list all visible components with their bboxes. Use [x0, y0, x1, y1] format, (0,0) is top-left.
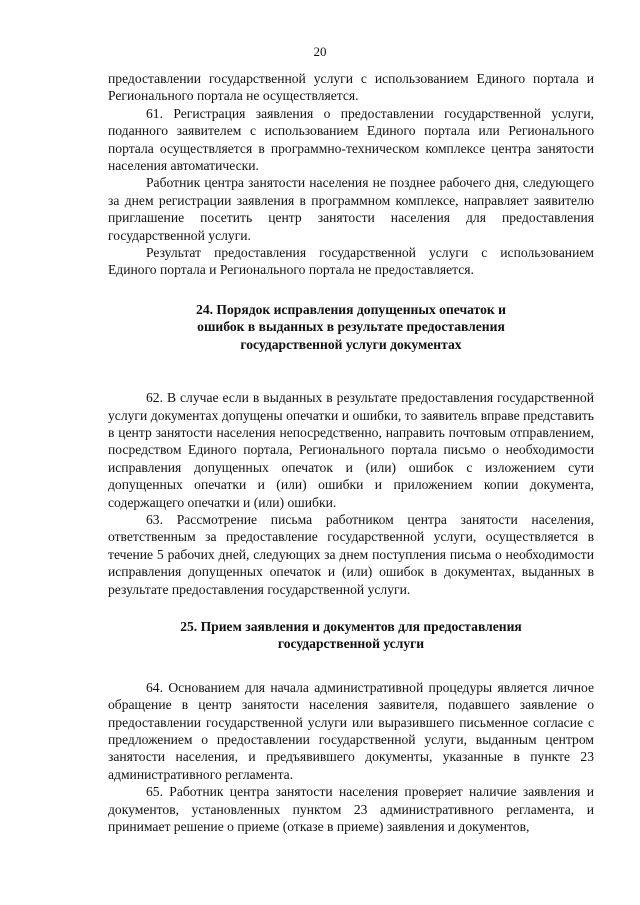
paragraph-61-result: Результат предоставления государственной услуги с использованием Единого портала и Регионального портала не предоставляется.: [108, 245, 594, 278]
section-heading-25: [108, 618, 594, 653]
section-heading-24: [108, 301, 594, 353]
heading-24-line-3: государственной услуги документах: [240, 336, 462, 352]
heading-25-line-2: государственной услуги: [277, 636, 425, 652]
paragraph-61-invitation: Работник центра занятости населения не позднее рабочего дня, следующего за днем регистрации заявления в программном комплексе, направляет заявителю приглашение посетить центр занятости населения для предоставления государственной услуги.: [108, 175, 594, 243]
heading-24-line-2: ошибок в выданных в результате предоставления: [197, 319, 505, 335]
heading-24-line-1: 24. Порядок исправления допущенных опечаток и: [196, 301, 506, 317]
document-body: [108, 70, 594, 835]
paragraph-61: 61. Регистрация заявления о предоставлении государственной услуги, поданного заявителем с использованием Единого портала или Регионального портала осуществляется в программно-техническом комплексе центра занятости населения автоматически.: [108, 105, 594, 174]
heading-25-line-1: 25. Прием заявления и документов для предоставления: [180, 618, 522, 634]
paragraph-62: 62. В случае если в выданных в результате предоставления государственной услуги документах допущены опечатки и ошибки, то заявитель вправе представить в центр занятости населения непосредственно, направить почтовым отправлением, посредством Единого портала, Регионального портала письмо о необходимости исправления допущенных опечаток и (или) ошибок с изложением сути допущенных опечатки и (или) ошибки и приложением копии документа, содержащего опечатки и (или) ошибки.: [108, 390, 594, 510]
page-number: 20: [313, 44, 327, 59]
paragraph-64: 64. Основанием для начала административной процедуры является личное обращение в центр занятости населения заявителя, подавшего заявление о предоставлении государственной услуги или выразившего письменное согласие с предложением о предоставлении государственной услуги, выданным центром занятости населения, и предъявившего документы, указанные в пункте 23 административного регламента.: [108, 679, 594, 782]
paragraph-continuation: предоставлении государственной услуги с использованием Единого портала и Регионального портала не осуществляется.: [108, 71, 594, 104]
paragraph-65: 65. Работник центра занятости населения проверяет наличие заявления и документов, установленных пунктом 23 административного регламента, и принимает решение о приеме (отказе в приеме) заявления и документов,: [108, 784, 594, 835]
paragraph-63: 63. Рассмотрение письма работником центра занятости населения, ответственным за предоставление государственной услуги, осуществляется в течение 5 рабочих дней, следующих за днем поступления письма о необходимости исправления допущенных опечаток и (или) ошибок в документах, выданных в результате предоставления государственной услуги.: [108, 511, 594, 597]
